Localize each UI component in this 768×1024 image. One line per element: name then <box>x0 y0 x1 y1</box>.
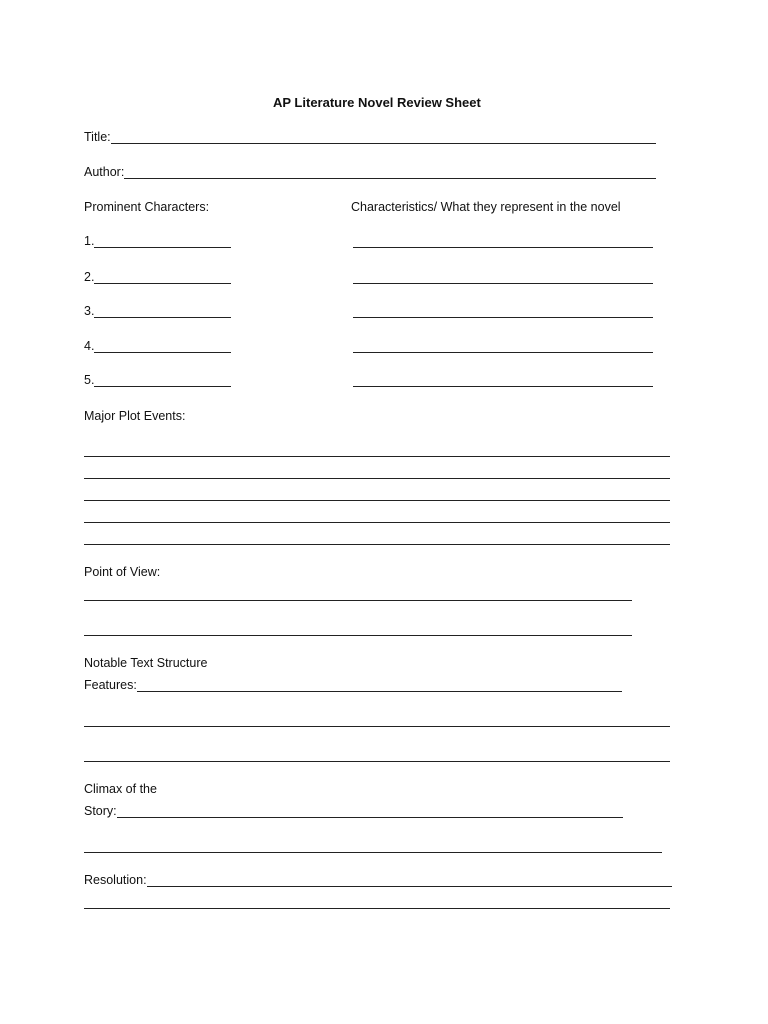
structure-line-2[interactable] <box>84 726 670 727</box>
climax-line-2[interactable] <box>84 852 662 853</box>
title-label: Title: <box>84 130 111 144</box>
pov-line-2[interactable] <box>84 635 632 636</box>
resolution-field[interactable] <box>84 873 672 887</box>
character-1-line[interactable] <box>94 234 231 248</box>
character-4-field[interactable] <box>84 339 231 353</box>
character-2-number: 2. <box>84 270 95 284</box>
character-4-number: 4. <box>84 339 95 353</box>
structure-blank-line[interactable] <box>137 678 622 692</box>
climax-field[interactable] <box>84 804 623 818</box>
characteristic-3-line[interactable] <box>353 317 653 318</box>
structure-line-3[interactable] <box>84 761 670 762</box>
plot-events-label: Major Plot Events: <box>84 409 186 423</box>
character-5-field[interactable] <box>84 373 231 387</box>
title-field[interactable] <box>84 130 656 144</box>
structure-field[interactable] <box>84 678 622 692</box>
characteristic-1-line[interactable] <box>353 247 653 248</box>
author-field[interactable] <box>84 165 656 179</box>
resolution-blank-line[interactable] <box>147 873 672 887</box>
structure-label-line1: Notable Text Structure <box>84 656 208 670</box>
point-of-view-label: Point of View: <box>84 565 161 579</box>
characters-header: Prominent Characters: <box>84 200 210 214</box>
character-2-field[interactable] <box>84 270 231 284</box>
plot-line-2[interactable] <box>84 478 670 479</box>
character-3-line[interactable] <box>94 304 231 318</box>
climax-label-line1: Climax of the <box>84 782 157 796</box>
author-blank-line[interactable] <box>124 165 656 179</box>
characteristic-4-line[interactable] <box>353 352 653 353</box>
climax-blank-line[interactable] <box>117 804 623 818</box>
plot-line-4[interactable] <box>84 522 670 523</box>
pov-line-1[interactable] <box>84 600 632 601</box>
characteristics-header: Characteristics/ What they represent in the novel <box>351 200 621 214</box>
title-blank-line[interactable] <box>111 130 656 144</box>
character-2-line[interactable] <box>94 270 231 284</box>
resolution-label: Resolution: <box>84 873 147 887</box>
climax-label-line2: Story: <box>84 804 117 818</box>
character-3-number: 3. <box>84 304 95 318</box>
plot-line-5[interactable] <box>84 544 670 545</box>
author-label: Author: <box>84 165 125 179</box>
resolution-line-2[interactable] <box>84 908 670 909</box>
plot-line-3[interactable] <box>84 500 670 501</box>
character-1-field[interactable] <box>84 234 231 248</box>
plot-line-1[interactable] <box>84 456 670 457</box>
characteristic-2-line[interactable] <box>353 283 653 284</box>
character-3-field[interactable] <box>84 304 231 318</box>
character-5-line[interactable] <box>94 373 231 387</box>
structure-label-line2: Features: <box>84 678 137 692</box>
character-4-line[interactable] <box>94 339 231 353</box>
characteristic-5-line[interactable] <box>353 386 653 387</box>
character-1-number: 1. <box>84 234 95 248</box>
page-title: AP Literature Novel Review Sheet <box>273 95 481 110</box>
character-5-number: 5. <box>84 373 95 387</box>
